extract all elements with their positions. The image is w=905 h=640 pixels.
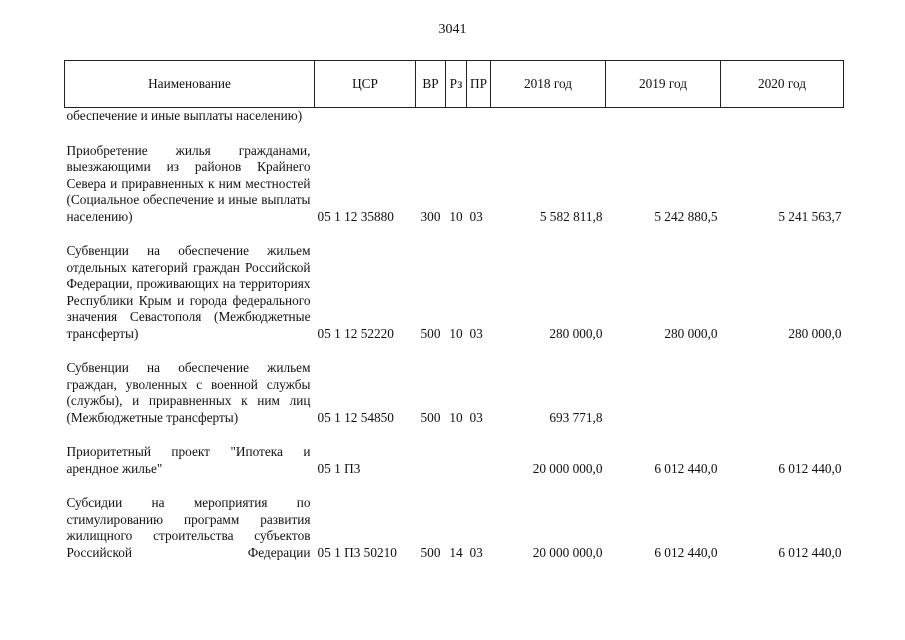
row-vr xyxy=(416,108,446,143)
row-vr: 300 xyxy=(420,208,441,224)
table-row xyxy=(65,495,844,561)
row-pr xyxy=(467,108,491,143)
table-row xyxy=(65,360,844,444)
row-2020: 280 000,0 xyxy=(788,325,842,341)
row-2019: 5 242 880,5 xyxy=(654,208,718,224)
header-name: Наименование xyxy=(65,61,315,108)
row-csr xyxy=(315,108,416,143)
header-pr: ПР xyxy=(467,61,491,108)
row-name: обеспечение и иные выплаты населению) xyxy=(66,108,303,123)
table-row xyxy=(65,108,844,143)
table-body xyxy=(65,108,844,562)
row-csr: 05 1 П3 50210 xyxy=(317,544,397,560)
row-2019 xyxy=(606,360,721,444)
row-name: Субвенции на обеспечение жильем граждан, уволенных с военной службы (службы), и приравненных к ним лиц (Межбюджетные трансферты) xyxy=(66,360,311,425)
row-2020: 5 241 563,7 xyxy=(778,208,842,224)
table-row xyxy=(65,243,844,360)
row-vr: 500 xyxy=(420,409,441,425)
row-csr: 05 1 12 52220 xyxy=(317,325,394,341)
row-name: Субсидии на мероприятия по стимулированию программ развития жилищного строительства субъектов Российской Федерации xyxy=(66,495,311,560)
table-header xyxy=(65,61,844,108)
row-csr: 05 1 12 54850 xyxy=(317,409,394,425)
row-2020: 6 012 440,0 xyxy=(778,460,842,476)
row-rz xyxy=(446,444,467,495)
row-pr xyxy=(467,444,491,495)
header-2018: 2018 год xyxy=(491,61,606,108)
row-2019: 6 012 440,0 xyxy=(654,460,718,476)
row-2019: 6 012 440,0 xyxy=(654,544,718,560)
row-2020 xyxy=(721,360,844,444)
row-name: Приоритетный проект "Ипотека и арендное жилье" xyxy=(66,444,311,476)
row-2019 xyxy=(606,108,721,143)
row-2020: 6 012 440,0 xyxy=(778,544,842,560)
table-row xyxy=(65,143,844,244)
row-csr: 05 1 П3 xyxy=(317,460,361,476)
header-vr: ВР xyxy=(416,61,446,108)
row-2018: 693 771,8 xyxy=(549,409,603,425)
budget-table xyxy=(64,60,844,561)
table-row xyxy=(65,444,844,495)
row-rz: 10 xyxy=(449,208,463,224)
row-rz: 14 xyxy=(449,544,463,560)
row-2018: 5 582 811,8 xyxy=(539,208,603,224)
row-2019: 280 000,0 xyxy=(664,325,718,341)
header-csr: ЦСР xyxy=(315,61,416,108)
row-vr: 500 xyxy=(420,544,441,560)
row-rz xyxy=(446,108,467,143)
header-2019: 2019 год xyxy=(606,61,721,108)
row-pr: 03 xyxy=(469,208,483,224)
row-name: Приобретение жилья гражданами, выезжающими из районов Крайнего Севера и приравненных к ним местностей (Социальное обеспечение и иные выплаты населению) xyxy=(66,142,311,224)
row-2018: 20 000 000,0 xyxy=(532,544,603,560)
row-csr: 05 1 12 35880 xyxy=(317,208,394,224)
header-2020: 2020 год xyxy=(721,61,844,108)
row-pr: 03 xyxy=(469,409,483,425)
row-2020 xyxy=(721,108,844,143)
row-2018: 280 000,0 xyxy=(549,325,603,341)
row-vr xyxy=(416,444,446,495)
page-number: 3041 xyxy=(438,22,467,37)
row-2018: 20 000 000,0 xyxy=(532,460,603,476)
row-vr: 500 xyxy=(420,325,441,341)
row-name: Субвенции на обеспечение жильем отдельных категорий граждан Российской Федерации, проживающих на территориях Республики Крым и города федерального значения Севастополя (Межбюджетные трансферты) xyxy=(66,243,311,341)
row-pr: 03 xyxy=(469,544,483,560)
row-2018 xyxy=(491,108,606,143)
row-pr: 03 xyxy=(469,325,483,341)
row-rz: 10 xyxy=(449,325,463,341)
header-row xyxy=(65,61,844,108)
row-rz: 10 xyxy=(449,409,463,425)
header-rz: Рз xyxy=(446,61,467,108)
